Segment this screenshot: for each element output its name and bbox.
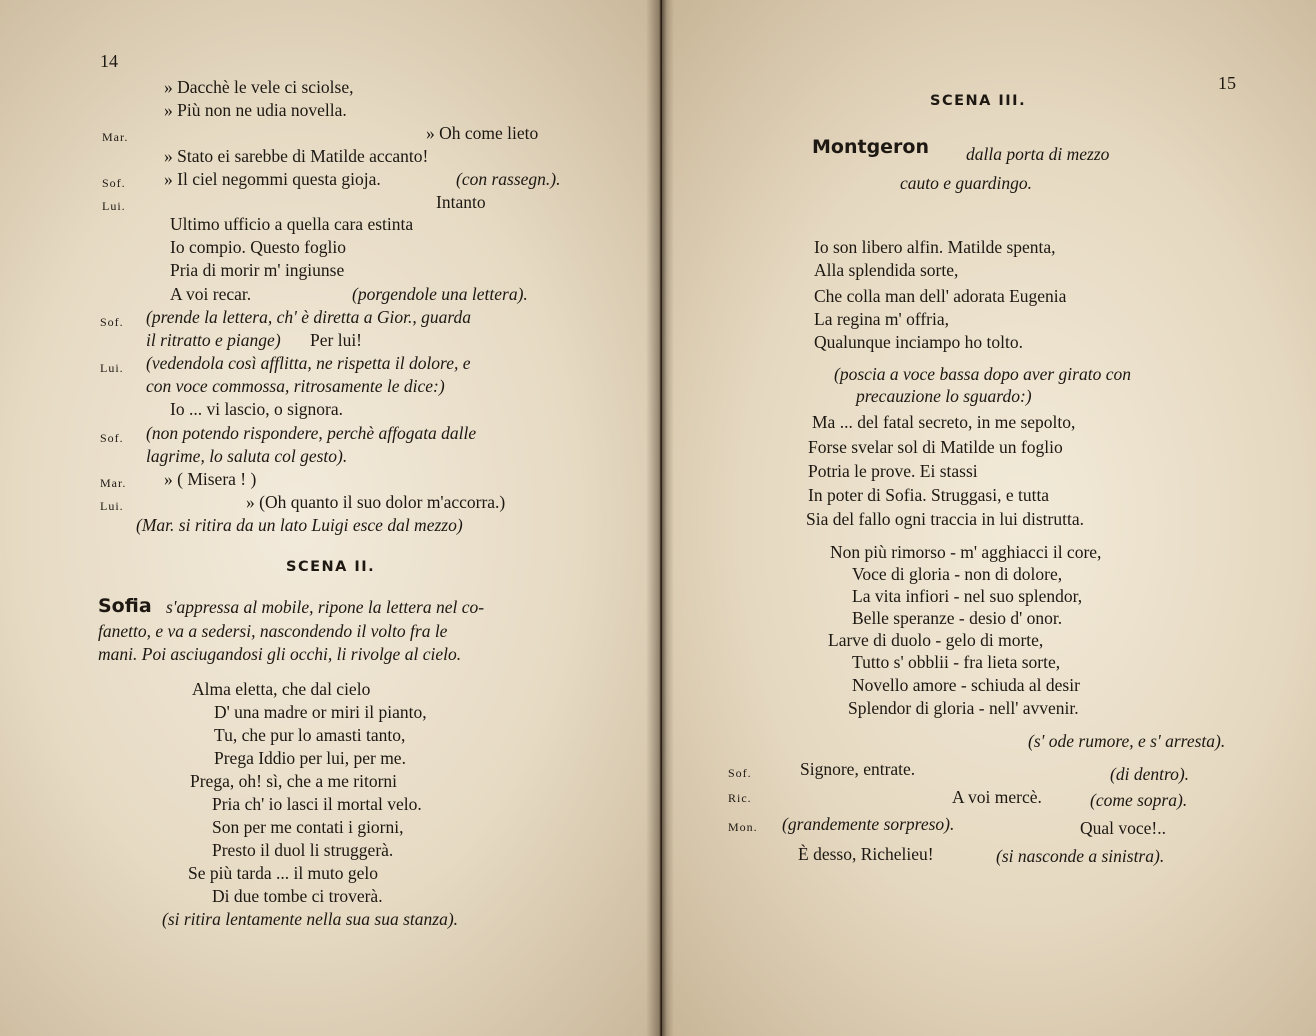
character-name: Sofia: [98, 595, 152, 617]
verse-line: A voi recar.: [170, 284, 252, 304]
scene-heading: SCENA III.: [930, 93, 1027, 109]
aria-line: Larve di duolo - gelo di morte,: [828, 630, 1044, 650]
verse-line: » (Oh quanto il suo dolor m'accorra.): [246, 492, 506, 512]
stage-direction: (Mar. si ritira da un lato Luigi esce dal mezzo): [136, 515, 463, 535]
verse-line: » Stato ei sarebbe di Matilde accanto!: [164, 146, 429, 166]
speaker-label: Mon.: [728, 820, 758, 834]
stage-direction: (non potendo rispondere, perchè affogata dalle: [146, 423, 477, 443]
verse-line: » Dacchè le vele ci sciolse,: [164, 77, 354, 97]
verse-line: Sia del fallo ogni traccia in lui distrutta.: [806, 509, 1084, 529]
verse-line: Io compio. Questo foglio: [170, 237, 346, 257]
stage-direction: il ritratto e piange): [146, 330, 281, 350]
stage-direction: (prende la lettera, ch' è diretta a Gior., guarda: [146, 307, 472, 327]
speaker-label: Lui.: [100, 361, 124, 375]
verse-line: » Più non ne udia novella.: [164, 100, 347, 120]
aria-line: Voce di gloria - non di dolore,: [852, 564, 1063, 584]
verse-line: Qualunque inciampo ho tolto.: [814, 332, 1023, 352]
stage-direction: con voce commossa, ritrosamente le dice:): [146, 376, 445, 396]
verse-line: » Il ciel negommi questa gioja.: [164, 169, 381, 189]
stage-direction: (vedendola così afflitta, ne rispetta il dolore, e: [146, 353, 471, 373]
stage-direction: dalla porta di mezzo: [966, 144, 1110, 164]
verse-line: Alla splendida sorte,: [814, 260, 959, 280]
verse-line: Forse svelar sol di Matilde un foglio: [808, 437, 1063, 457]
stage-direction: (poscia a voce bassa dopo aver girato con: [834, 364, 1131, 384]
stage-direction: cauto e guardingo.: [900, 173, 1033, 193]
scene-heading: SCENA II.: [286, 559, 376, 575]
aria-line: Tutto s' obblii - fra lieta sorte,: [852, 652, 1061, 672]
speaker-label: Lui.: [102, 199, 126, 213]
verse-line: Potria le prove. Ei stassi: [808, 461, 978, 481]
verse-line: Ultimo ufficio a quella cara estinta: [170, 214, 414, 234]
page-number-right: 15: [1218, 73, 1236, 93]
verse-line: Io son libero alfin. Matilde spenta,: [814, 237, 1056, 257]
verse-line: Pria di morir m' ingiunse: [170, 260, 345, 280]
aria-line: Non più rimorso - m' agghiacci il core,: [830, 542, 1102, 562]
aria-line: Splendor di gloria - nell' avvenir.: [848, 698, 1079, 718]
aria-line: Tu, che pur lo amasti tanto,: [214, 725, 406, 745]
stage-direction: precauzione lo sguardo:): [856, 386, 1032, 406]
verse-line: Che colla man dell' adorata Eugenia: [814, 286, 1067, 306]
verse-line: La regina m' offria,: [814, 309, 949, 329]
aria-line: Son per me contati i giorni,: [212, 817, 404, 837]
aria-line: La vita infiori - nel suo splendor,: [852, 586, 1083, 606]
aria-line: Presto il duol li struggerà.: [212, 840, 394, 860]
aria-line: Se più tarda ... il muto gelo: [188, 863, 379, 883]
speaker-label: Mar.: [102, 130, 129, 144]
speaker-label: Mar.: [100, 476, 127, 490]
stage-direction: (con rassegn.).: [456, 169, 561, 189]
speaker-label: Lui.: [100, 499, 124, 513]
stage-direction: s'appressa al mobile, ripone la lettera nel co-: [166, 597, 485, 617]
verse-line: Ma ... del fatal secreto, in me sepolto,: [812, 412, 1076, 432]
stage-direction: mani. Poi asciugandosi gli occhi, li rivolge al cielo.: [98, 644, 462, 664]
right-page: [662, 0, 1316, 1036]
verse-line: Io ... vi lascio, o signora.: [170, 399, 344, 419]
verse-line: A voi mercè.: [952, 787, 1042, 807]
verse-line: In poter di Sofia. Struggasi, e tutta: [808, 485, 1050, 505]
aria-line: Di due tombe ci troverà.: [212, 886, 383, 906]
aria-line: D' una madre or miri il pianto,: [214, 702, 427, 722]
stage-direction: lagrime, lo saluta col gesto).: [146, 446, 348, 466]
aria-line: Prega, oh! sì, che a me ritorni: [190, 771, 398, 791]
stage-direction: (grandemente sorpreso).: [782, 814, 955, 834]
stage-direction: (come sopra).: [1090, 790, 1188, 810]
character-name: Montgeron: [812, 136, 930, 158]
stage-direction: (porgendole una lettera).: [352, 284, 528, 304]
speaker-label: Sof.: [728, 766, 752, 780]
speaker-label: Sof.: [100, 315, 124, 329]
aria-line: Prega Iddio per lui, per me.: [214, 748, 406, 768]
aria-line: Novello amore - schiuda al desir: [852, 675, 1080, 695]
aria-line: Pria ch' io lasci il mortal velo.: [212, 794, 422, 814]
aria-line: Alma eletta, che dal cielo: [192, 679, 371, 699]
speaker-label: Ric.: [728, 791, 752, 805]
verse-line: Qual voce!..: [1080, 818, 1167, 838]
aria-line: Belle speranze - desio d' onor.: [852, 608, 1063, 628]
verse-line: Intanto: [436, 192, 486, 212]
verse-line: Signore, entrate.: [800, 759, 916, 779]
stage-direction: fanetto, e va a sedersi, nascondendo il volto fra le: [98, 621, 448, 641]
stage-direction: (di dentro).: [1110, 764, 1190, 784]
speaker-label: Sof.: [100, 431, 124, 445]
verse-line: Per lui!: [310, 330, 363, 350]
stage-direction: (si ritira lentamente nella sua sua stanza).: [162, 909, 459, 929]
page-number-left: 14: [100, 51, 118, 71]
stage-direction: (si nasconde a sinistra).: [996, 846, 1165, 866]
verse-line: È desso, Richelieu!: [798, 844, 934, 864]
verse-line: » ( Misera ! ): [164, 469, 257, 489]
stage-direction: (s' ode rumore, e s' arresta).: [1028, 731, 1226, 751]
speaker-label: Sof.: [102, 176, 126, 190]
verse-line: » Oh come lieto: [426, 123, 539, 143]
